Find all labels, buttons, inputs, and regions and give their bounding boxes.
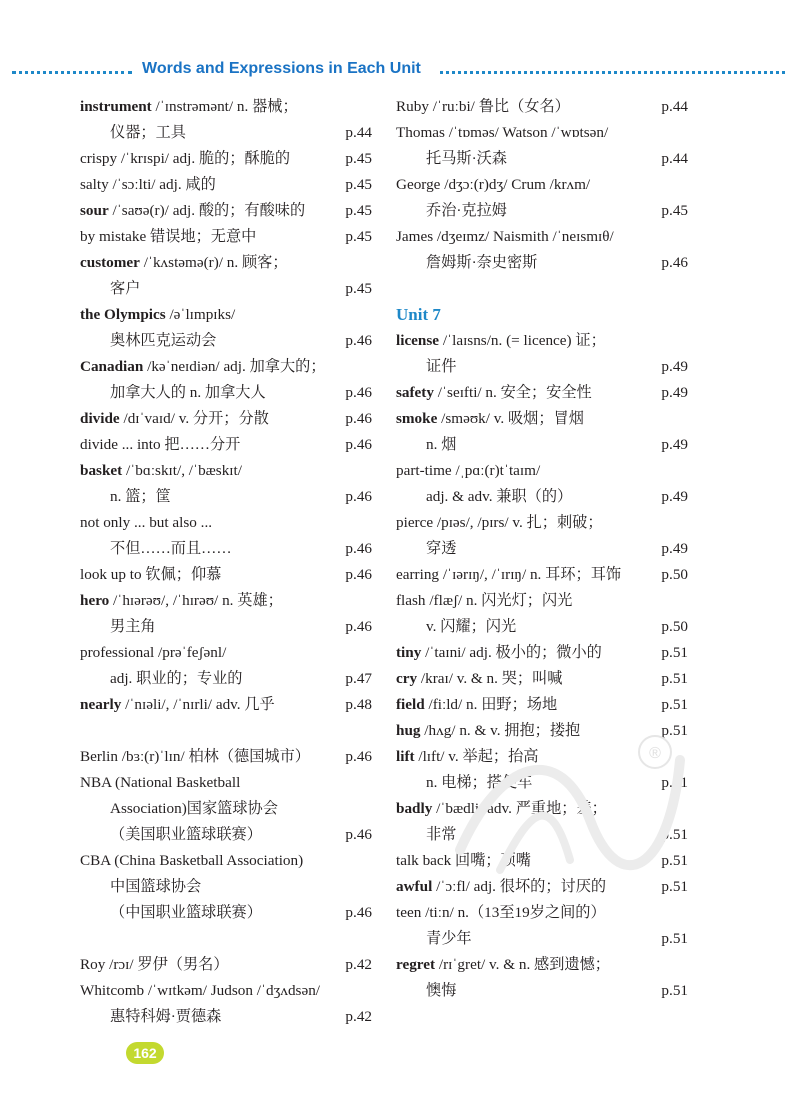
entry-continuation — [80, 276, 372, 302]
headword: field — [396, 696, 425, 713]
definition: /ˈbɑːskɪt/, /ˈbæskɪt/ — [122, 462, 242, 479]
page-ref: p.51 — [661, 644, 688, 661]
headword: by mistake — [80, 228, 147, 245]
page-ref: p.46 — [345, 566, 372, 583]
definition: /ˈseɪfti/ n. 安全；安全性 — [433, 384, 592, 401]
headword: hero — [80, 592, 110, 609]
headword: salty — [80, 176, 109, 193]
headword: look up to — [80, 566, 142, 583]
definition: /ˈkrɪspi/ adj. 脆的；酥脆的 — [117, 150, 291, 167]
definition: adj. 职业的；专业的 — [110, 670, 243, 687]
definition: 不但……而且…… — [110, 540, 232, 557]
page-ref: p.46 — [345, 488, 372, 505]
definition: /kraɪ/ v. & n. 哭；叫喊 — [417, 670, 563, 687]
definition: n. 电梯；搭便车 — [426, 774, 533, 791]
page-ref: p.46 — [345, 332, 372, 349]
definition: /ˈkʌstəmə(r)/ n. 顾客； — [139, 254, 288, 271]
definition: (National Basketball — [111, 774, 241, 791]
page-ref: p.51 — [661, 930, 688, 947]
page-ref: p.46 — [345, 436, 372, 453]
page-ref: p.51 — [661, 670, 688, 687]
definition: 中国篮球协会 — [110, 878, 202, 895]
vocab-entry — [80, 848, 372, 874]
headword: Canadian — [80, 358, 144, 375]
headword: not only ... but also ... — [80, 514, 213, 531]
definition: /sməʊk/ v. 吸烟；冒烟 — [437, 410, 584, 427]
vocab-entry — [80, 770, 372, 796]
headword: professional — [80, 644, 155, 661]
definition: /ˈwɪtkəm/ Judson /ˈdʒʌdsən/ — [144, 982, 321, 999]
definition: v. 闪耀；闪光 — [426, 618, 517, 635]
vocab-entry — [80, 146, 372, 172]
definition: 错误地；无意中 — [146, 228, 257, 245]
vocab-entry — [80, 302, 372, 328]
headword: awful — [396, 878, 433, 895]
left-word-column — [80, 94, 372, 1030]
headword: teen — [396, 904, 422, 921]
definition: 惠特科姆·贾德森 — [110, 1008, 222, 1025]
headword: safety — [396, 384, 434, 401]
headword: pierce — [396, 514, 434, 531]
vocab-entry — [396, 224, 688, 250]
entry-continuation — [80, 874, 372, 900]
headword: James — [396, 228, 434, 245]
definition: /ˈhɪərəʊ/, /ˈhɪrəʊ/ n. 英雄； — [109, 592, 283, 609]
definition: /dɪˈvaɪd/ v. 分开；分散 — [119, 410, 269, 427]
headword: NBA — [80, 774, 112, 791]
section-gap — [396, 276, 688, 302]
definition: adj. & adv. 兼职（的） — [426, 488, 573, 505]
headword: earring — [396, 566, 440, 583]
page-ref: p.46 — [345, 540, 372, 557]
page-ref: p.44 — [345, 124, 372, 141]
headword: tiny — [396, 644, 422, 661]
page-ref: p.46 — [345, 826, 372, 843]
headword: divide — [80, 410, 120, 427]
entry-continuation — [396, 614, 688, 640]
definition: （美国职业篮球联赛） — [110, 826, 262, 843]
headword: lift — [396, 748, 415, 765]
header-dots-left — [12, 71, 132, 74]
headword: Berlin — [80, 748, 118, 765]
vocab-entry — [396, 172, 688, 198]
registered-mark: ® — [649, 745, 661, 762]
definition: 钦佩；仰慕 — [141, 566, 222, 583]
definition: /dʒeɪmz/ Naismith /ˈneɪsmɪθ/ — [433, 228, 614, 245]
headword: George — [396, 176, 441, 193]
page-ref: p.45 — [661, 202, 688, 219]
definition: /ˈlaɪsns/n. (= licence) 证； — [439, 332, 606, 349]
vocab-entry — [80, 354, 372, 380]
definition: 托马斯·沃森 — [426, 150, 507, 167]
page-ref: p.51 — [661, 982, 688, 999]
definition: 把……分开 — [160, 436, 241, 453]
definition: 仪器；工具 — [110, 124, 186, 141]
page-ref: p.46 — [345, 748, 372, 765]
vocab-entry — [396, 588, 688, 614]
page-ref: p.45 — [345, 150, 372, 167]
entry-continuation — [80, 120, 372, 146]
page-ref: p.47 — [345, 670, 372, 687]
vocab-entry — [80, 640, 372, 666]
page-ref: p.51 — [661, 696, 688, 713]
definition: 加拿大人的 n. 加拿大人 — [110, 384, 266, 401]
entry-continuation — [396, 354, 688, 380]
definition: 男主角 — [110, 618, 156, 635]
page-ref: p.45 — [345, 280, 372, 297]
page-ref: p.50 — [661, 566, 688, 583]
vocab-entry — [80, 588, 372, 614]
definition: /lɪft/ v. 举起；抬高 — [414, 748, 539, 765]
definition: /ˈnɪəli/, /ˈnɪrli/ adv. 几乎 — [121, 696, 275, 713]
definition: /ˈtaɪni/ adj. 极小的；微小的 — [421, 644, 602, 661]
headword: nearly — [80, 696, 122, 713]
headword: flash — [396, 592, 426, 609]
definition: /ˈtɒməs/ Watson /ˈwɒtsən/ — [444, 124, 609, 141]
headword: regret — [396, 956, 436, 973]
vocab-entry — [396, 328, 688, 354]
page-ref: p.49 — [661, 488, 688, 505]
headword: Roy — [80, 956, 106, 973]
definition: 乔治·克拉姆 — [426, 202, 507, 219]
vocab-entry — [396, 458, 688, 484]
entry-continuation — [396, 198, 688, 224]
definition: 奥林匹克运动会 — [110, 332, 217, 349]
page-ref: p.50 — [661, 618, 688, 635]
headword: Whitcomb — [80, 982, 145, 999]
page-ref: p.46 — [345, 410, 372, 427]
definition: 客户 — [110, 280, 141, 297]
definition: /pɪəs/, /pɪrs/ v. 扎；刺破； — [433, 514, 603, 531]
vocab-entry — [80, 744, 372, 770]
entry-continuation — [80, 536, 372, 562]
page-ref: p.49 — [661, 540, 688, 557]
definition: /ˈɔːfl/ adj. 很坏的；讨厌的 — [432, 878, 607, 895]
definition: /tiːn/ n.（13至19岁之间的） — [421, 904, 606, 921]
vocab-entry — [396, 510, 688, 536]
vocab-entry — [396, 406, 688, 432]
entry-continuation — [396, 484, 688, 510]
vocab-entry — [396, 94, 688, 120]
headword: basket — [80, 462, 123, 479]
headword: smoke — [396, 410, 438, 427]
vocab-entry — [80, 510, 372, 536]
vocab-entry — [80, 978, 372, 1004]
vocab-entry — [396, 562, 688, 588]
vocab-entry — [80, 250, 372, 276]
definition: /ˈsaʊə(r)/ adj. 酸的；有酸味的 — [108, 202, 306, 219]
definition: /flæʃ/ n. 闪光灯；闪光 — [425, 592, 573, 609]
headword: the Olympics — [80, 306, 166, 323]
headword: sour — [80, 202, 109, 219]
entry-continuation — [80, 328, 372, 354]
headword: Ruby — [396, 98, 429, 115]
header-dots-right — [440, 71, 785, 74]
page-ref: p.46 — [661, 254, 688, 271]
vocab-entry — [80, 692, 372, 718]
definition: /ˈsɔːlti/ adj. 咸的 — [108, 176, 216, 193]
entry-continuation — [396, 432, 688, 458]
page-number: 162 — [126, 1042, 164, 1064]
definition: /ˌpɑː(r)tˈtaɪm/ — [451, 462, 541, 479]
headword: instrument — [80, 98, 152, 115]
entry-continuation — [396, 536, 688, 562]
definition: 非常 — [426, 826, 457, 843]
entry-continuation — [80, 666, 372, 692]
vocab-entry — [80, 406, 372, 432]
definition: (China Basketball Association) — [110, 852, 304, 869]
headword: customer — [80, 254, 140, 271]
vocab-entry — [396, 640, 688, 666]
vocab-entry — [396, 380, 688, 406]
page-ref: p.45 — [345, 202, 372, 219]
headword: license — [396, 332, 440, 349]
entry-continuation — [396, 250, 688, 276]
section-gap — [80, 718, 372, 744]
page-ref: p.45 — [345, 228, 372, 245]
definition: （中国职业篮球联赛） — [110, 904, 262, 921]
definition: /fiːld/ n. 田野；场地 — [424, 696, 558, 713]
definition: /ˈbædli/ adv. 严重地；差； — [432, 800, 607, 817]
definition: /rɔɪ/ 罗伊（男名） — [105, 956, 229, 973]
entry-continuation — [80, 796, 372, 822]
entry-continuation — [80, 614, 372, 640]
vocab-entry — [80, 952, 372, 978]
page-ref: p.51 — [661, 852, 688, 869]
headword: part-time — [396, 462, 452, 479]
watermark-logo — [440, 700, 700, 900]
vocab-entry — [396, 952, 688, 978]
entry-continuation — [396, 926, 688, 952]
vocab-entry — [80, 432, 372, 458]
definition: 穿透 — [426, 540, 457, 557]
page-ref: p.46 — [345, 618, 372, 635]
definition: /hʌg/ n. & v. 拥抱；搂抱 — [420, 722, 581, 739]
page-ref: p.51 — [661, 878, 688, 895]
page-ref: p.48 — [345, 696, 372, 713]
headword: crispy — [80, 150, 118, 167]
definition: /kəˈneɪdiən/ adj. 加拿大的； — [143, 358, 326, 375]
definition: 回嘴；顶嘴 — [451, 852, 531, 869]
definition: /bɜː(r)ˈlɪn/ 柏林（德国城市） — [117, 748, 310, 765]
headword: talk back — [396, 852, 452, 869]
entry-continuation — [80, 900, 372, 926]
page-ref: p.49 — [661, 384, 688, 401]
vocab-entry — [80, 458, 372, 484]
entry-continuation — [396, 146, 688, 172]
vocab-entry — [80, 94, 372, 120]
entry-continuation — [80, 484, 372, 510]
vocab-entry — [396, 666, 688, 692]
page-ref: p.42 — [345, 1008, 372, 1025]
headword: hug — [396, 722, 421, 739]
vocab-entry — [396, 900, 688, 926]
page-ref: p.49 — [661, 436, 688, 453]
headword: cry — [396, 670, 418, 687]
page-ref: p.44 — [661, 98, 688, 115]
entry-continuation — [80, 1004, 372, 1030]
definition: /prəˈfeʃənl/ — [154, 644, 227, 661]
definition: /rɪˈgret/ v. & n. 感到遗憾； — [435, 956, 610, 973]
vocab-entry — [80, 562, 372, 588]
entry-continuation — [80, 380, 372, 406]
definition: /ˈruːbi/ 鲁比（女名） — [428, 98, 570, 115]
vocab-entry — [80, 172, 372, 198]
definition: /ˈɪərɪŋ/, /ˈɪrɪŋ/ n. 耳环；耳饰 — [439, 566, 622, 583]
header-title: Words and Expressions in Each Unit — [142, 60, 421, 77]
section-gap — [80, 926, 372, 952]
page-ref: p.51 — [661, 774, 688, 791]
definition: /dʒɔː(r)dʒ/ Crum /krʌm/ — [440, 176, 591, 193]
page-ref: p.44 — [661, 150, 688, 167]
entry-continuation — [80, 822, 372, 848]
definition: Association)国家篮球协会 — [110, 800, 278, 817]
headword: divide ... into — [80, 436, 161, 453]
definition: /ˈɪnstrəmənt/ n. 器械； — [151, 98, 298, 115]
page-ref: p.46 — [345, 384, 372, 401]
headword: badly — [396, 800, 433, 817]
page-header — [0, 58, 800, 86]
definition: 证件 — [426, 358, 457, 375]
definition: /əˈlɪmpɪks/ — [165, 306, 236, 323]
definition: n. 烟 — [426, 436, 457, 453]
headword: Thomas — [396, 124, 445, 141]
page-ref: p.51 — [661, 722, 688, 739]
page-ref: p.42 — [345, 956, 372, 973]
page-ref: p.45 — [345, 176, 372, 193]
vocab-entry — [80, 224, 372, 250]
definition: 懊悔 — [426, 982, 457, 999]
vocab-entry — [396, 120, 688, 146]
vocab-entry — [80, 198, 372, 224]
unit-heading: Unit 7 — [396, 305, 441, 324]
definition: 青少年 — [426, 930, 472, 947]
definition: 詹姆斯·奈史密斯 — [426, 254, 538, 271]
page-ref: p.49 — [661, 358, 688, 375]
definition: n. 篮；筐 — [110, 488, 171, 505]
page-ref: p.46 — [345, 904, 372, 921]
entry-continuation — [396, 978, 688, 1004]
headword: CBA — [80, 852, 111, 869]
page-ref: p.51 — [661, 826, 688, 843]
